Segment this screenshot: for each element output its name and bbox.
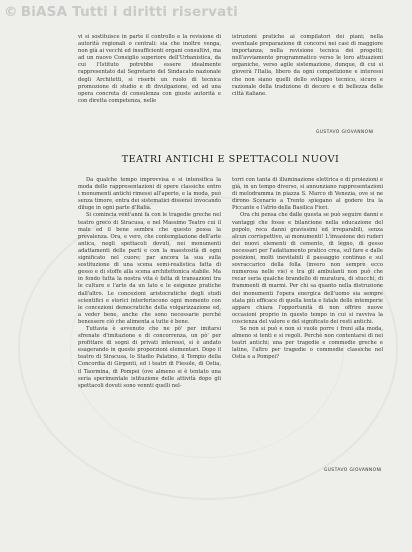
author-signature-top: GUSTAVO GIOVANNONI [316,130,374,135]
top-right-column [232,34,383,98]
article-left-column [78,177,221,390]
top-left-column [78,34,221,105]
paragraph: torri con tanta di illuminazione elettrica e di proiezioni e già, in un tempo diverso, si annunziano rappresentazioni di melodramma in piazza S. Marco di Venezia, ove si ne dirono Scenario a Trento spiegano al godere tra la Piccante e l'atrio della Basilica Fiori. [232,177,383,212]
watermark-text: BiASA Tutti i diritti riservati [20,4,238,20]
copyright-symbol: © [4,4,18,20]
paragraph: Si comincia vent'anni fa con le tragedie greche nel teatro greco di Siracusa, e nel Massimo Teatro cui il male ed il bene sembra che questo possa la prevalenza. Ora, e vero, che contemplazione dell'arte antica, negli spettacoli dovuti, nei monumenti adattamenti delle parti e con la maestosità di ogni significato nel cuore; par ancora la sua sulla sostituzione di una scena semi-realistica fatta di gesso e di stoffe alla scena architettonica stabile. Ma in fondo tutta la nostra vita è fatta di transazioni tra le culture e l'arte da un lato e le esigenze pratiche dall'altro. Le concezioni aristocratiche degli studi scientifici e storici interferiscono ogni momento con le concezioni democratiche della volgarizzazione ed, a veder bene, anche che sono necessarie perché benessere ciò che alimenta a tutte è bene. [78,212,221,325]
author-signature-bottom: GUSTAVO GIOVANNONI [324,468,382,473]
paragraph: Se non si può e non si vuole porre i freni alla moda, almeno si tenti e si regoli. Perchè non contentarsi di nei teatri antichi; una per tragedie e commedie greche e latine, l'altro per tragedie o commedie classiche nel Ostia e a Pompei? [232,325,383,361]
paragraph: Da qualche tempo improvvisa e si intensifica la moda delle rappresentazioni di opere classiche entro i monumenti antichi rimessi all'aperto, e la moda, può senza timore, entra dei sistematici dissensi invocando diluge in ogni parte d'Italia. [78,177,221,212]
paragraph: Tuttavia è avvenuto che ne pò' per imitarsi sfrenate d'imitazione e di concorrenza, un pò' per profittare di sogni di privati interessi, si è andato esagerando in queste proporzioni elementari. Dopo il teatro di Siracusa, lo Stadio Palatino, il Tempio della Concordia di Girgenti, ed i teatri di Fiesole, di Ostia, il Taormina, di Pompei (ove almeno si è tentato una seria sperimentale istituzione delle attività dopo gli spettacoli dovuti sono vennti quelli nel- [78,325,221,389]
paragraph: Ora chi pensa che dalle questa se può seguire danni e vantaggi che fosse e bilancione nella educazione del popolo, reca danni gravissimi ed irreparabili, senza alcun corrispettivo, ai monumenti! L'invasione dei ruderi dei nuovi elementi di cemento, di legno, di gesso necessari per l'adattamento pratico crea, sul fare e dalle posizioni, molti inevitabili il passaggio continuo e sul sovraccarico della folla (invero non sempre ecco numerosa nelle vie) e tra gli ambulanti non può che recar seria qualche brandello di muratura, di stucchi, di frammenti di marmi. Per chi sa quanto nella distruzione dei monumenti l'opera energica dell'uomo sia sempre stata più efficace di quella lenta e fatale delle intemperie appare chiara l'opportunità di non offrire nuove occasioni proprio in questo tempo in cui si ravviva la coscienza del valore e del significato dei resti antichi. [232,212,383,325]
paragraph: vi si sostituisce in parte il controllo e la revisione di autorità regionali o centrali: sia che inoltre venga, non già ai vecchi ed insufficienti organi consultivi, ma ad un nuovo Consiglio superiore dell'Urbanistica, da cui l'Istituto potrebbe essere idealmente rappresentato dal Segretario del Sindacato nazionale degli Architetti, si riserbi un ruolo di tecnica promozione di studio e di divulgazione, ed ad una opera concreta di consulenza con giuste autorità e con diretta competenza, nelle [78,34,221,104]
article-title: TEATRI ANTICHI E SPETTACOLI NUOVI [121,154,340,165]
paragraph: istruzioni pratiche ai compilatori dei piani; nella eventuale preparazione di concorsi nei casi di maggiore importanza; nella revisione tecnica dei progetti; nell'avviamento programmatico verso le loro attuazioni organiche, verso agile sistemazione, dunque, di cui si gioverà l'Italia, libero da ogni competizione e interessi che non siano quelli dello sviluppo tecnico, sicuro e razionale della tradizione di decoro e di bellezza delle città italiane. [232,34,383,97]
watermark [4,4,238,20]
article-right-column [232,177,383,361]
